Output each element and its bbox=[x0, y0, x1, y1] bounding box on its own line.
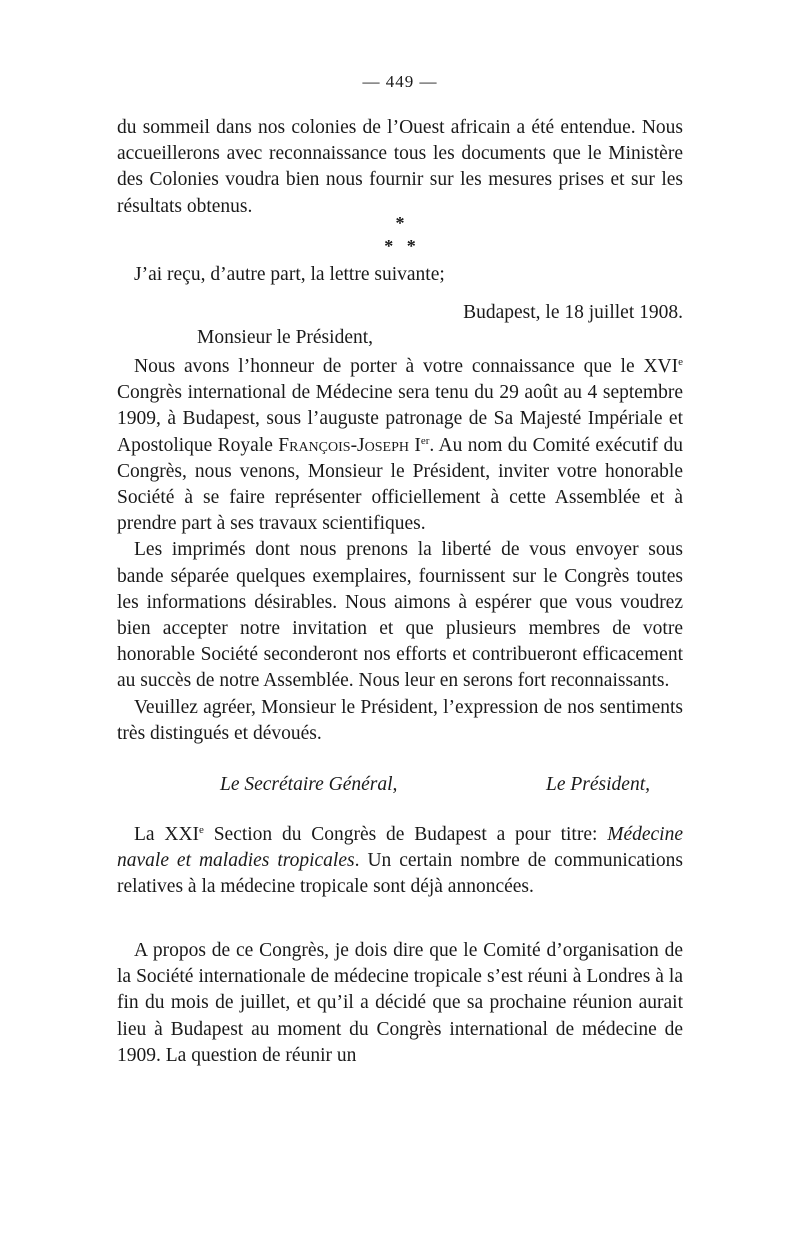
asterism-bottom-stars: * * bbox=[384, 236, 416, 256]
intro-line-block bbox=[117, 262, 683, 288]
section-c: . Un certain nombre de communications relatives à la médecine tropicale sont déjà annoncées. bbox=[117, 850, 683, 898]
letter-paragraph-1 bbox=[117, 354, 683, 537]
paragraph-colonies bbox=[117, 115, 683, 220]
signature-row bbox=[220, 774, 650, 796]
letter-p1-name: François-Joseph bbox=[278, 434, 409, 456]
letter-salutation-block bbox=[197, 325, 597, 351]
letter-p1-a: Nous avons l’honneur de porter à votre connaissance que le XVI bbox=[134, 356, 679, 377]
section-sup: e bbox=[199, 824, 204, 836]
letter-p1-sup: e bbox=[678, 356, 683, 368]
letter-paragraph-3: Veuillez agréer, Monsieur le Président, l’expression de nos sentiments très distingués et dévoués. bbox=[117, 696, 683, 744]
letter-p1-roman: I bbox=[409, 434, 421, 456]
letter-body bbox=[117, 354, 683, 747]
final-paragraph-text: A propos de ce Congrès, je dois dire que le Comité d’organisation de la Société internationale de médecine tropicale s’est réuni à Londres à la fin du mois de juillet, et qu’il a décidé que sa prochaine réunion aurait lieu à Budapest au moment du Congrès international de médecine de 1909. La question de réunir un bbox=[117, 940, 683, 1066]
letter-p1-b: Congrès international de Médecine sera tenu du 29 août au 4 septembre 1909, à Budapest, sous l’auguste patronage de Sa Majesté Impériale et Apostolique Royale bbox=[117, 382, 683, 456]
letter-place-date: Budapest, le 18 juillet 1908. bbox=[463, 302, 683, 323]
letter-p1-c: . Au nom du Comité exécutif du Congrès, nous venons, Monsieur le Président, inviter votre honorable Société à se faire représenter officiellement à cette Assemblée et à prendre part à ses travaux scientifiques. bbox=[117, 434, 683, 535]
paragraph-final bbox=[117, 938, 683, 1069]
intro-line: J’ai reçu, d’autre part, la lettre suivante; bbox=[134, 264, 445, 285]
section-a: La XXI bbox=[134, 824, 200, 845]
paragraph-section bbox=[117, 822, 683, 901]
signature-president: Le Président, bbox=[546, 774, 650, 795]
section-title: Médecine navale et maladies tropicales bbox=[117, 824, 683, 872]
letter-paragraph-2: Les imprimés dont nous prenons la liberté de vous envoyer sous bande séparée quelques exemplaires, fournissent sur le Congrès toutes les informations désirables. Nous aimons à espérer que vous voudrez bien accepter notre invitation et que plusieurs membres de votre honorable Société seconderont nos efforts et contribueront efficacement au succès de notre Assemblée. Nous leur en serons fort reconnaissants. bbox=[117, 539, 683, 692]
letter-salutation: Monsieur le Président, bbox=[197, 327, 374, 348]
letter-place-date-block bbox=[117, 300, 683, 326]
page-number: — 449 — bbox=[362, 72, 438, 91]
letter-p1-roman-sup: er bbox=[420, 434, 430, 447]
signature-secretary: Le Secrétaire Général, bbox=[220, 774, 398, 795]
section-paragraph-text bbox=[117, 822, 683, 901]
asterism-top-star: * bbox=[395, 213, 405, 233]
section-b: Section du Congrès de Budapest a pour titre: bbox=[203, 824, 608, 845]
paragraph-text: du sommeil dans nos colonies de l’Ouest africain a été entendue. Nous accueillerons avec reconnaissance tous les documents que le Ministère des Colonies voudra bien nous fournir sur les mesures prises et sur les résultats obtenus. bbox=[117, 117, 683, 217]
